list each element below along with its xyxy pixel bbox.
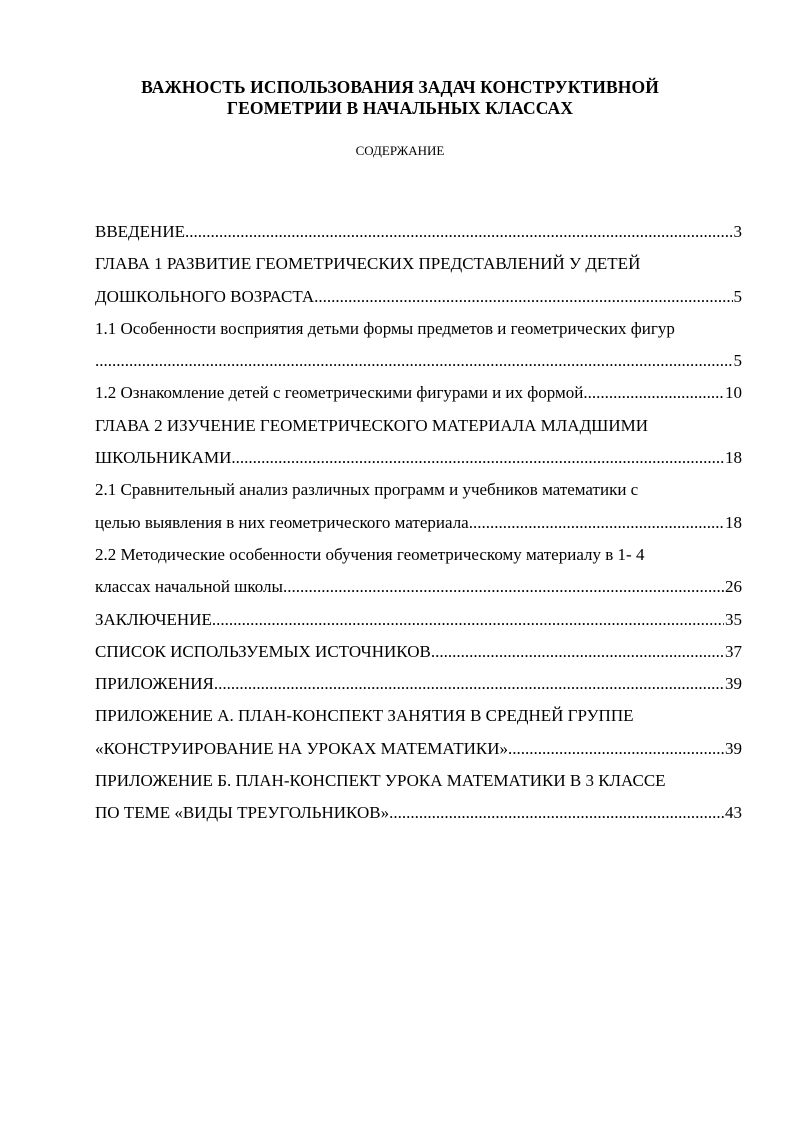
toc-dot-leader bbox=[431, 636, 724, 668]
toc-entry-text-line: 2.1 Сравнительный анализ различных программ и учебников математики с bbox=[95, 480, 639, 500]
toc-entry-title: 1.2 Ознакомление детей с геометрическими фигурами и их формой bbox=[95, 383, 584, 403]
document-title-line-1: ВАЖНОСТЬ ИСПОЛЬЗОВАНИЯ ЗАДАЧ КОНСТРУКТИВНОЙ bbox=[141, 77, 659, 97]
toc-entry-text-line: 1.1 Особенности восприятия детьми формы предметов и геометрических фигур bbox=[95, 318, 675, 338]
toc-entry-leader-line bbox=[95, 797, 742, 829]
toc-entry bbox=[95, 216, 742, 248]
toc-entry-leader-line bbox=[95, 733, 742, 765]
toc-entry bbox=[95, 474, 742, 539]
toc-entry-leader-line bbox=[95, 668, 742, 700]
toc-entry bbox=[95, 313, 742, 378]
toc-entry-text-line: ГЛАВА 1 РАЗВИТИЕ ГЕОМЕТРИЧЕСКИХ ПРЕДСТАВЛЕНИЙ У ДЕТЕЙ bbox=[95, 254, 641, 274]
toc-entry bbox=[95, 539, 742, 604]
toc-entry-text-line: 2.2 Методические особенности обучения геометрическому материалу в 1- 4 bbox=[95, 544, 645, 564]
toc-page-number: 39 bbox=[725, 738, 742, 758]
toc-page-number: 26 bbox=[725, 577, 742, 597]
toc-entry-leader-line bbox=[95, 442, 742, 474]
toc-page-number: 18 bbox=[725, 512, 742, 532]
toc-entry-title: классах начальной школы bbox=[95, 577, 283, 597]
toc-entry-leader-line bbox=[95, 377, 742, 409]
toc-dot-leader bbox=[283, 571, 724, 603]
toc-entry-leader-line bbox=[95, 281, 742, 313]
toc-page-number: 10 bbox=[725, 383, 742, 403]
toc-entry-title: ПРИЛОЖЕНИЯ bbox=[95, 674, 214, 694]
toc-entry-text-line: ПРИЛОЖЕНИЕ Б. ПЛАН-КОНСПЕКТ УРОКА МАТЕМАТИКИ В 3 КЛАССЕ bbox=[95, 771, 666, 791]
toc-entry-text-line: ПРИЛОЖЕНИЕ А. ПЛАН-КОНСПЕКТ ЗАНЯТИЯ В СРЕДНЕЙ ГРУППЕ bbox=[95, 706, 634, 726]
toc-dot-leader bbox=[231, 442, 724, 474]
toc-entry-title: ШКОЛЬНИКАМИ bbox=[95, 448, 232, 468]
toc-dot-leader bbox=[314, 281, 732, 313]
toc-entry bbox=[95, 636, 742, 668]
toc-dot-leader bbox=[389, 797, 724, 829]
toc-page-number: 43 bbox=[725, 803, 742, 823]
toc-entry-leader-line bbox=[95, 216, 742, 248]
toc-entry bbox=[95, 765, 742, 830]
toc-entry-leader-line bbox=[95, 507, 742, 539]
toc-entry-leader-line bbox=[95, 345, 742, 377]
toc-page-number: 18 bbox=[725, 448, 742, 468]
toc-entry bbox=[95, 700, 742, 765]
toc-entry-leader-line bbox=[95, 604, 742, 636]
table-of-contents bbox=[95, 216, 742, 830]
toc-dot-leader bbox=[214, 668, 724, 700]
toc-page-number: 37 bbox=[725, 641, 742, 661]
toc-dot-leader bbox=[185, 216, 733, 248]
toc-entry-title: целью выявления в них геометрического материала bbox=[95, 512, 469, 532]
toc-page-number: 35 bbox=[725, 609, 742, 629]
toc-dot-leader bbox=[212, 604, 724, 636]
document-title-line-2: ГЕОМЕТРИИ В НАЧАЛЬНЫХ КЛАССАХ bbox=[226, 98, 574, 118]
toc-entry bbox=[95, 410, 742, 475]
toc-entry-title: ВВЕДЕНИЕ bbox=[95, 222, 185, 241]
toc-dot-leader bbox=[583, 377, 724, 409]
document-title bbox=[0, 77, 800, 119]
toc-dot-leader bbox=[95, 345, 733, 377]
toc-page-number: 3 bbox=[733, 222, 742, 241]
toc-entry bbox=[95, 668, 742, 700]
toc-entry-leader-line bbox=[95, 571, 742, 603]
toc-entry bbox=[95, 604, 742, 636]
toc-dot-leader bbox=[469, 507, 724, 539]
toc-page-number: 39 bbox=[725, 674, 742, 694]
toc-page-number: 5 bbox=[733, 286, 742, 306]
toc-entry-text-line: ГЛАВА 2 ИЗУЧЕНИЕ ГЕОМЕТРИЧЕСКОГО МАТЕРИАЛА МЛАДШИМИ bbox=[95, 415, 648, 435]
contents-heading: СОДЕРЖАНИЕ bbox=[355, 143, 445, 158]
toc-entry-title: ЗАКЛЮЧЕНИЕ bbox=[95, 609, 212, 629]
toc-dot-leader bbox=[508, 733, 724, 765]
toc-entry-title: ПО ТЕМЕ «ВИДЫ ТРЕУГОЛЬНИКОВ» bbox=[95, 803, 390, 823]
toc-entry bbox=[95, 248, 742, 313]
toc-entry bbox=[95, 377, 742, 409]
toc-page-number: 5 bbox=[733, 351, 742, 371]
toc-entry-title: «КОНСТРУИРОВАНИЕ НА УРОКАХ МАТЕМАТИКИ» bbox=[95, 738, 508, 758]
toc-entry-title: СПИСОК ИСПОЛЬЗУЕМЫХ ИСТОЧНИКОВ bbox=[95, 641, 431, 661]
toc-entry-title: ДОШКОЛЬНОГО ВОЗРАСТА bbox=[95, 286, 315, 306]
toc-entry-leader-line bbox=[95, 636, 742, 668]
